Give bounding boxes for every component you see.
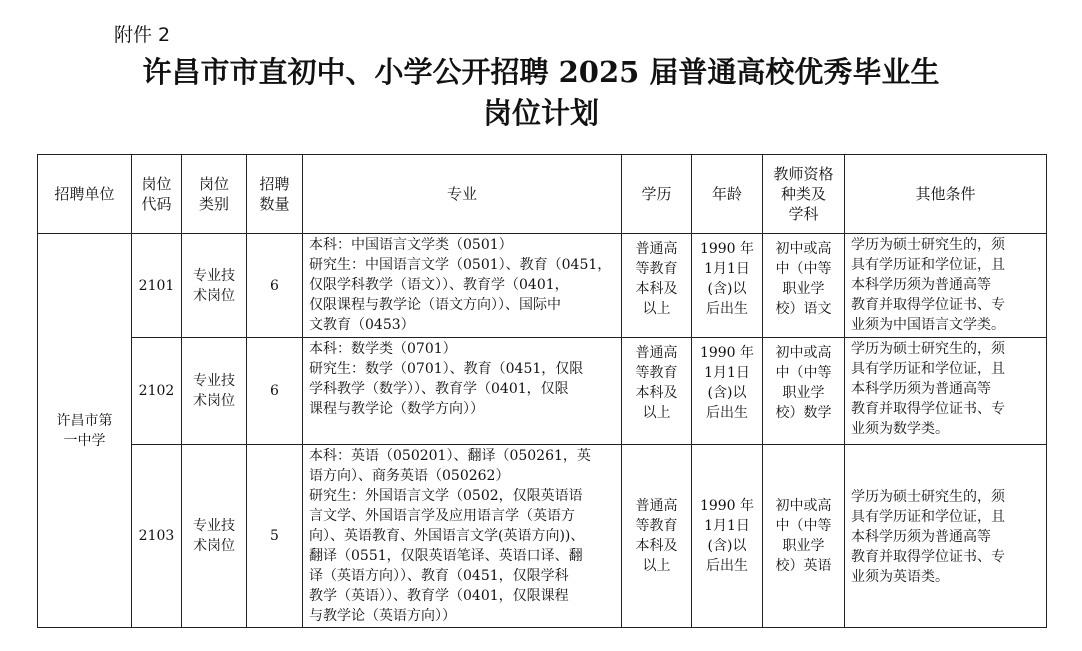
header-code: 岗位 代码 xyxy=(132,155,182,234)
education-cell: 普通高 等教育 本科及 以上 xyxy=(622,234,692,338)
major-cell: 本科：中国语言文学类（0501） 研究生：中国语言文学（0501）、教育（0451， 仅限学科教学（语文））、教育学（0401， 仅限课程与教学论（语文方向））、国际中 文教育（0453） xyxy=(303,234,622,338)
code-cell: 2101 xyxy=(132,234,182,338)
other-conditions-cell: 学历为硕士研究生的，须 具有学历证和学位证，且 本科学历须为普通高等 教育并取得学位证书、专 业须为英语类。 xyxy=(845,445,1047,628)
header-category: 岗位 类别 xyxy=(182,155,247,234)
major-cell: 本科：数学类（0701） 研究生：数学（0701）、教育（0451，仅限 学科教学（数学））、教育学（0401，仅限 课程与教学论（数学方向）） xyxy=(303,338,622,445)
unit-cell: 许昌市第 一中学 xyxy=(38,234,132,628)
table-row xyxy=(38,234,1047,338)
table-row xyxy=(38,445,1047,628)
category-cell: 专业技 术岗位 xyxy=(182,234,247,338)
header-unit: 招聘单位 xyxy=(38,155,132,234)
education-cell: 普通高 等教育 本科及 以上 xyxy=(622,338,692,445)
code-cell: 2102 xyxy=(132,338,182,445)
category-cell: 专业技 术岗位 xyxy=(182,338,247,445)
count-cell: 6 xyxy=(247,234,303,338)
education-cell: 普通高 等教育 本科及 以上 xyxy=(622,445,692,628)
header-age: 年龄 xyxy=(692,155,763,234)
document-subtitle: 岗位计划 xyxy=(482,96,599,130)
age-cell: 1990 年 1月1日 (含)以 后出生 xyxy=(692,234,763,338)
code-cell: 2103 xyxy=(132,445,182,628)
header-count: 招聘 数量 xyxy=(247,155,303,234)
major-cell: 本科：英语（050201）、翻译（050261，英 语方向）、商务英语（050262） 研究生：外国语言文学（0502，仅限英语语 言文学、外国语言学及应用语言学（英语方 向）、英语教育、外国语言文学(英语方向))、 翻译（0551，仅限英语笔译、英语口译、翻 译（英语方向））、教育（0451，仅限学科 教学（英语））、教育学（0401，仅限课程 与教学论（英语方向）） xyxy=(303,445,622,628)
other-conditions-cell: 学历为硕士研究生的，须 具有学历证和学位证，且 本科学历须为普通高等 教育并取得学位证书、专 业须为中国语言文学类。 xyxy=(845,234,1047,338)
header-certificate: 教师资格 种类及 学科 xyxy=(763,155,845,234)
count-cell: 5 xyxy=(247,445,303,628)
table-row xyxy=(38,338,1047,445)
attachment-label: 附件 2 xyxy=(114,24,171,46)
header-education: 学历 xyxy=(622,155,692,234)
header-other: 其他条件 xyxy=(845,155,1047,234)
age-cell: 1990 年 1月1日 (含)以 后出生 xyxy=(692,445,763,628)
age-cell: 1990 年 1月1日 (含)以 后出生 xyxy=(692,338,763,445)
position-plan-table xyxy=(37,154,1047,628)
document-title: 许昌市市直初中、小学公开招聘 2025 届普通高校优秀毕业生 xyxy=(142,55,940,89)
category-cell: 专业技 术岗位 xyxy=(182,445,247,628)
header-major: 专业 xyxy=(303,155,622,234)
certificate-cell: 初中或高 中（中等 职业学 校）语文 xyxy=(763,234,845,338)
count-cell: 6 xyxy=(247,338,303,445)
other-conditions-cell: 学历为硕士研究生的，须 具有学历证和学位证，且 本科学历须为普通高等 教育并取得学位证书、专 业须为数学类。 xyxy=(845,338,1047,445)
certificate-cell: 初中或高 中（中等 职业学 校）英语 xyxy=(763,445,845,628)
certificate-cell: 初中或高 中（中等 职业学 校）数学 xyxy=(763,338,845,445)
header-row xyxy=(38,155,1047,234)
